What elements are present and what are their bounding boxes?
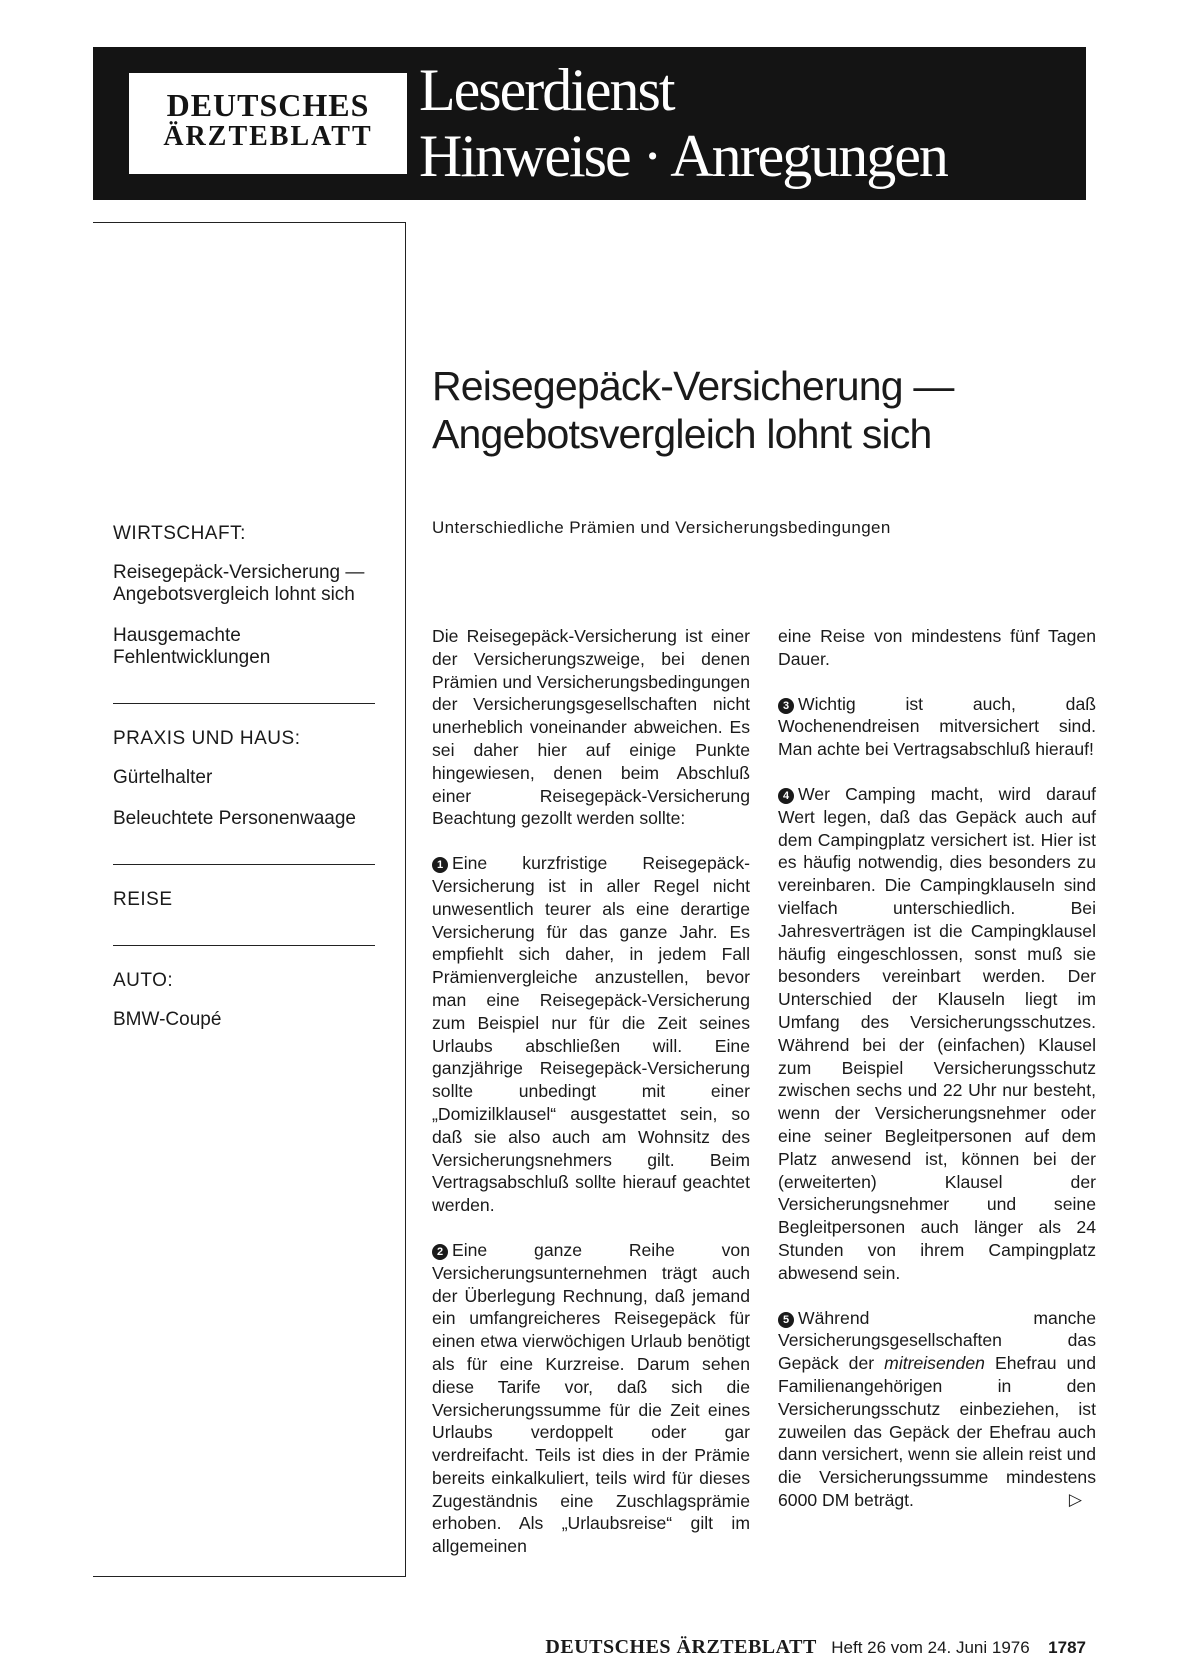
footer-issue: Heft 26 vom 24. Juni 1976 — [831, 1638, 1030, 1657]
contents-sidebar — [93, 222, 406, 1577]
number-5-icon: 5 — [778, 1312, 794, 1328]
logo-line-1: DEUTSCHES — [166, 87, 370, 123]
sidebar-section-title: AUTO: — [113, 970, 174, 991]
logo-line-2: ÄRZTEBLATT — [163, 121, 373, 152]
page-number: 1787 — [1048, 1638, 1086, 1657]
footer-magazine: DEUTSCHES ÄRZTEBLATT — [545, 1636, 817, 1658]
article-column-left — [432, 625, 750, 1580]
sidebar-item: Hausgemachte Fehlentwicklungen — [113, 625, 271, 668]
contents-list — [113, 523, 383, 1050]
article-intro: Die Reisegepäck-Versicherung ist einer der Versicherungszweige, bei denen Prämien und Versicherungsbedingungen der Versicherungsgesellschaften nicht unerheblich voneinander abweichen. Es sei daher hier auf einige Punkte hingewiesen, denen beim Abschluß einer Reisegepäck-Versicherung Beachtung gezollt werden sollte: — [432, 626, 750, 829]
number-4-icon: 4 — [778, 788, 794, 804]
point-5-text-b: Ehefrau und Familienangehörigen in den Versicherungsschutz einbeziehen, ist zuweilen das Gepäck der Ehefrau auch dann versichert, wenn sie allein reist und die Versicherungssumme mindestens 6000 DM beträgt. — [778, 1353, 1096, 1510]
sidebar-item: Gürtelhalter — [113, 767, 213, 788]
sidebar-section-title: REISE — [113, 889, 173, 910]
point-4-text: Wer Camping macht, wird darauf Wert legen, daß das Gepäck auch auf dem Campingplatz versichert ist. Hier ist es häufig notwendig, dies besonders zu vereinbaren. Die Campingklauseln sind vielfach unterschiedlich. Bei Jahresverträgen ist die Campingklausel häufig eingeschlossen, sonst muß sie besonders vereinbart werden. Der Unterschied der Klauseln liegt im Umfang des Versicherungsschutzes. Während bei der (einfachen) Klausel zum Beispiel Versicherungsschutz zwischen sechs und 22 Uhr nur besteht, wenn der Versicherungsnehmer oder eine seiner Begleitpersonen auf dem Platz anwesend ist, können bei der (erweiterten) Klausel der Versicherungsnehmer und seine Begleitpersonen auch länger als 24 Stunden von ihrem Campingplatz abwesend sein. — [778, 783, 1096, 1283]
point-3-text: Wichtig ist auch, daß Wochenendreisen mitversichert sind. Man achte bei Vertragsabschluß hierauf! — [778, 693, 1096, 760]
article-point-5 — [778, 1307, 1096, 1512]
article-point-2 — [432, 1239, 750, 1558]
sidebar-item: Beleuchtete Personenwaage — [113, 808, 356, 829]
point-5-text-a: Während manche Versicherungsgesellschaften das Gepäck der — [778, 1307, 1096, 1374]
number-1-icon: 1 — [432, 857, 448, 873]
number-2-icon: 2 — [432, 1244, 448, 1260]
magazine-logo — [129, 73, 407, 174]
article-title-line-2: Angebotsvergleich lohnt sich — [432, 411, 932, 457]
sidebar-divider — [113, 864, 375, 865]
number-3-icon: 3 — [778, 698, 794, 714]
article-point-3 — [778, 693, 1096, 761]
section-title-line-1: Leserdienst — [419, 57, 674, 123]
sidebar-section-title: WIRTSCHAFT: — [113, 523, 246, 544]
article-title — [432, 362, 1072, 458]
sidebar-item: BMW-Coupé — [113, 1009, 222, 1030]
sidebar-divider — [113, 945, 375, 946]
sidebar-item: Reisegepäck-Versicherung — Angebotsvergleich lohnt sich — [113, 562, 365, 605]
article-point-4 — [778, 783, 1096, 1285]
point-1-text: Eine kurzfristige Reisegepäck-Versicherung ist in aller Regel nicht unwesentlich teurer als eine derartige Versicherung für das ganze Jahr. Es empfiehlt sich daher, in jedem Fall Prämienvergleiche anzustellen, bevor man eine Reisegepäck-Versicherung zum Beispiel nur für die Zeit seines Urlaubs abschließen will. Eine ganzjährige Reisegepäck-Versicherung sollte unbedingt mit einer „Domizilklausel“ ausgestattet sein, so daß sie also auch am Wohnsitz des Versicherungsnehmers gilt. Beim Vertragsabschluß sollte hierauf geachtet werden. — [432, 853, 750, 1216]
article-column-right — [778, 625, 1096, 1534]
point-2-continuation: eine Reise von mindestens fünf Tagen Dauer. — [778, 626, 1096, 669]
page-footer — [480, 1636, 1086, 1659]
point-2-text: Eine ganze Reihe von Versicherungsunternehmen trägt auch der Überlegung Rechnung, daß jemand ein umfangreicheres Reisegepäck für einen etwa vierwöchigen Urlaub benötigt als für eine Kurzreise. Darum sehen diese Tarife vor, daß sich die Versicherungssumme für die Zeit eines Urlaubs verdoppelt oder gar verdreifacht. Teils ist dies in der Prämie bereits einkalkuliert, teils wird für dieses Zugeständnis eine Zuschlagsprämie erhoben. Als „Urlaubsreise“ gilt im allgemeinen — [432, 1239, 750, 1557]
section-title — [419, 57, 947, 189]
sidebar-section-title: PRAXIS UND HAUS: — [113, 728, 301, 749]
section-title-line-2: Hinweise · Anregungen — [419, 123, 947, 189]
point-5-emphasis: mitreisenden — [884, 1353, 985, 1374]
article-subtitle: Unterschiedliche Prämien und Versicherungsbedingungen — [432, 518, 891, 537]
continue-arrow-icon: ▷ — [1068, 1489, 1082, 1509]
masthead-banner — [93, 47, 1086, 200]
sidebar-divider — [113, 703, 375, 704]
article-title-line-1: Reisegepäck-Versicherung — — [432, 363, 954, 409]
article-point-1 — [432, 852, 750, 1217]
